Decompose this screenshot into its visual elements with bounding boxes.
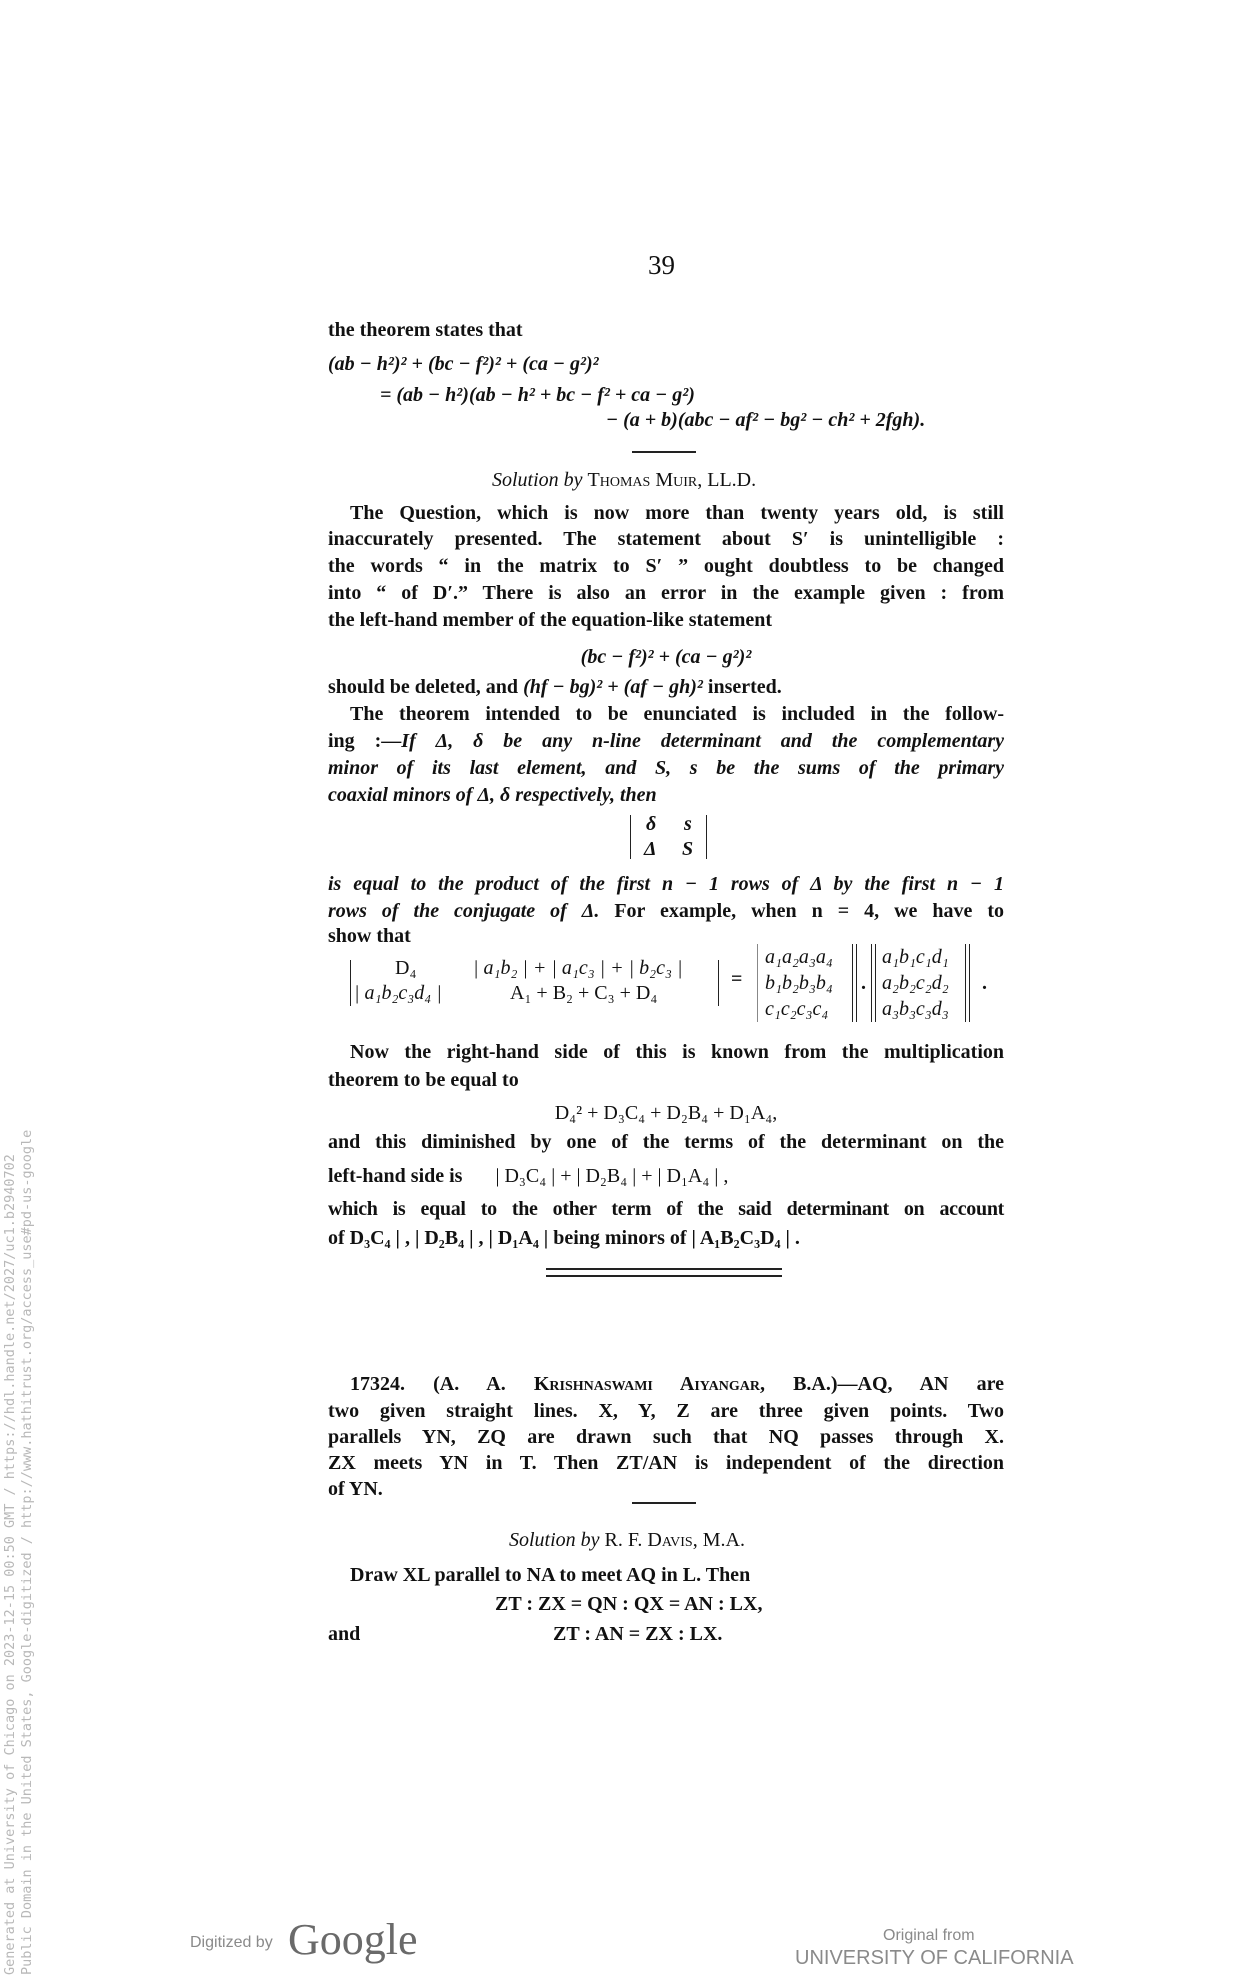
theorem-line: minor of its last element, and S, s be the sums of the primary — [328, 757, 1004, 779]
solution-prefix: Solution by — [492, 469, 583, 491]
paragraph-line: the words “ in the matrix to S′ ” ought doubtless to be changed — [328, 555, 1004, 577]
question-line — [328, 1370, 1004, 1398]
theorem-line: is equal to the product of the first n − 1 rows of Δ by the first n − 1 — [328, 873, 1004, 895]
equation: − (a + b)(abc − af² − bg² − ch² + 2fgh). — [606, 409, 926, 431]
paragraph-line: show that — [328, 925, 411, 947]
institution-label: UNIVERSITY OF CALIFORNIA — [795, 1947, 1074, 1969]
digitized-by-label: Digitized by — [190, 1934, 273, 1951]
google-logo: Google — [288, 1915, 418, 1964]
matrix-row: c₁c₂c₃c₄ — [765, 998, 829, 1020]
det-entry: S — [682, 838, 694, 860]
solution-prefix: Solution by — [509, 1529, 600, 1551]
paragraph-line: of D₃C₄ | , | D₂B₄ | , | D₁A₄ | being minors of | A₁B₂C₃D₄ | . — [328, 1227, 800, 1249]
intro-line: the theorem states that — [328, 319, 523, 341]
paragraph-line — [328, 897, 1004, 925]
question-line: ZX meets YN in T. Then ZT/AN is independent of the direction — [328, 1452, 1004, 1474]
det-entry: A₁ + B₂ + C₃ + D₄ — [510, 982, 658, 1004]
paragraph-line: Now the right-hand side of this is known from the multiplication — [350, 1041, 1004, 1063]
det-entry: | a₁b₂ | + | a₁c₃ | + | b₂c₃ | — [473, 957, 683, 979]
paragraph-line: into “ of D′.” There is also an error in the example given : from — [328, 582, 1004, 604]
question-author: (A. A. Krishnaswami Aiyangar, B.A.) — [433, 1373, 838, 1395]
matrix-row: a₂b₂c₂d₂ — [882, 972, 949, 994]
solution-heading — [492, 467, 756, 493]
equation: = (ab − h²)(ab − h² + bc − f² + ca − g²) — [380, 384, 695, 406]
text: left-hand side is — [328, 1165, 463, 1187]
paragraph-line — [328, 727, 1004, 755]
solution-author: Thomas Muir, LL.D. — [587, 469, 757, 491]
paragraph-line: inaccurately presented. The statement about S′ is unintelligible : — [328, 528, 1004, 550]
text: —AQ, AN are — [837, 1373, 1004, 1395]
equation: (ab − h²)² + (bc − f²)² + (ca − g²)² — [328, 353, 599, 375]
det-entry: δ — [646, 813, 657, 835]
watermark-line: Generated at University of Chicago on 2023-12-15 00:50 GMT / https://hdl.handle.net/2027/uc1.b2940702 — [2, 1154, 18, 1975]
theorem-text: rows of the conjugate of Δ. — [328, 900, 600, 922]
paragraph-line: theorem to be equal to — [328, 1069, 519, 1091]
paragraph-line: The theorem intended to be enunciated is included in the follow- — [350, 703, 1004, 725]
page-number: 39 — [648, 250, 675, 280]
question-line: of YN. — [328, 1478, 383, 1500]
det-entry: s — [684, 813, 692, 835]
paragraph-line: which is equal to the other term of the said determinant on account — [328, 1198, 1004, 1220]
matrix-row: b₁b₂b₃b₄ — [765, 972, 833, 994]
original-from-label: Original from — [883, 1927, 975, 1944]
paragraph-line: the left-hand member of the equation-like statement — [328, 609, 773, 631]
question-number: 17324. — [350, 1373, 405, 1395]
double-divider — [546, 1268, 782, 1270]
matrix-row: a₁a₂a₃a₄ — [765, 946, 833, 968]
equation: ZT : AN = ZX : LX. — [553, 1623, 723, 1645]
equation: (bc − f²)² + (ca − g²)² — [580, 646, 752, 668]
text: and — [328, 1623, 361, 1645]
period: . — [982, 972, 987, 994]
double-divider — [546, 1275, 782, 1277]
solution-author: R. F. Davis, M.A. — [604, 1529, 745, 1551]
divider — [632, 1502, 696, 1504]
det-entry: D₄ — [395, 957, 417, 979]
question-line: parallels YN, ZQ are drawn such that NQ passes through X. — [328, 1426, 1004, 1448]
equation: D₄² + D₃C₄ + D₂B₄ + D₁A₄, — [554, 1102, 778, 1124]
matrix-row: a₁b₁c₁d₁ — [882, 946, 949, 968]
theorem-text: If Δ, δ be any n-line determinant and the complementary — [401, 730, 1004, 752]
text: ing :— — [328, 730, 402, 752]
equation: (hf − bg)² + (af − gh)² — [523, 676, 703, 698]
paragraph-line — [328, 673, 1004, 701]
solution-heading — [509, 1527, 745, 1553]
paragraph-line: and this diminished by one of the terms of the determinant on the — [328, 1131, 1004, 1153]
det-entry: | a₁b₂c₃d₄ | — [354, 982, 442, 1004]
text: inserted. — [707, 676, 782, 698]
equation: | D₃C₄ | + | D₂B₄ | + | D₁A₄ | , — [495, 1165, 729, 1187]
divider — [632, 451, 696, 453]
watermark — [2, 1130, 36, 1975]
watermark-line: Public Domain in the United States, Google-digitized / http://www.hathitrust.org/access_use#pd-us-google — [19, 1129, 35, 1975]
paragraph-line: The Question, which is now more than twenty years old, is still — [350, 502, 1004, 524]
text: should be deleted, and — [328, 676, 519, 698]
theorem-line: coaxial minors of Δ, δ respectively, then — [328, 784, 657, 806]
text: For example, when n = 4, we have to — [614, 900, 1005, 922]
equation: ZT : ZX = QN : QX = AN : LX, — [495, 1593, 763, 1615]
det-entry: Δ — [644, 838, 657, 860]
matrix-row: a₃b₃c₃d₃ — [882, 998, 949, 1020]
dot: . — [861, 972, 866, 994]
paragraph-line — [328, 1162, 1004, 1190]
question-line: two given straight lines. X, Y, Z are three given points. Two — [328, 1400, 1004, 1422]
equals-sign: = — [731, 968, 743, 990]
paragraph-line: Draw XL parallel to NA to meet AQ in L. Then — [350, 1564, 751, 1586]
